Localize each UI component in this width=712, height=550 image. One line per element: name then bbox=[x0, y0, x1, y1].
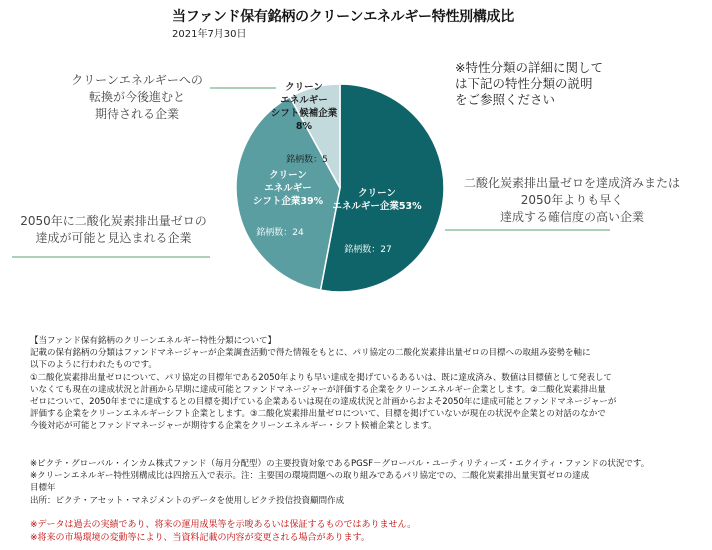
annotation-line: 期待される企業 bbox=[94, 107, 179, 121]
annotation-line: クリーンエネルギーへの bbox=[71, 73, 203, 87]
footnotes bbox=[30, 458, 690, 507]
explanation-line: 今後対応が可能とファンドマネージャーが期待する企業をクリーンエネルギー・シフト候補企業とします。 bbox=[30, 421, 437, 432]
classification-explanation bbox=[30, 335, 690, 433]
pie-chart bbox=[230, 78, 450, 298]
disclaimer-line: ※将来の市場環境の変動等により、当資料記載の内容が変更される場合があります。 bbox=[30, 533, 370, 543]
slice-count-clean-energy: 銘柄数：27 bbox=[344, 245, 392, 255]
annotation-top-left bbox=[62, 72, 212, 123]
slice-label-shift-candidate: クリーンエネルギーシフト候補企業 8% bbox=[270, 82, 338, 132]
annotation-line: 達成が可能と見込まれる企業 bbox=[35, 231, 192, 245]
footnote-line: 目標年 bbox=[30, 483, 56, 494]
annotation-line: 転換が今後進むと bbox=[88, 90, 185, 104]
explanation-line: 以下のように行われたものです。 bbox=[30, 360, 157, 371]
annotation-line: ※特性分類の詳細に関して bbox=[455, 60, 603, 75]
slice-count-shift: 銘柄数：24 bbox=[256, 228, 304, 238]
chart-date: 2021年7月30日 bbox=[172, 29, 247, 40]
slice-label-clean-energy: クリーンエネルギー企業53% bbox=[332, 188, 422, 212]
annotation-line: 二酸化炭素排出量ゼロを達成済みまたは bbox=[463, 176, 680, 190]
explanation-line: いなくても現在の達成状況と計画から早期に達成可能とファンドマネージャーが評価する企業をクリーンエネルギー企業とします。②二酸化炭素排出量 bbox=[30, 384, 606, 395]
annotation-line: 達成する確信度の高い企業 bbox=[499, 210, 644, 224]
annotation-left bbox=[6, 213, 221, 247]
annotation-line: をご参照ください bbox=[455, 92, 556, 107]
explanation-line: ①二酸化炭素排出量ゼロについて、パリ協定の目標年である2050年よりも早い達成を掲げているあるいは、既に達成済み、数値は目標値として発表して bbox=[30, 372, 612, 383]
explanation-line: ゼロについて、2050年までに達成するとの目標を掲げている企業あるいは現在の達成状況と計画からおよそ2050年に達成可能とファンドマネージャーが bbox=[30, 397, 617, 408]
chart-title: 当ファンド保有銘柄のクリーンエネルギー特性別構成比 bbox=[172, 9, 514, 25]
annotation-line: は下記の特性分類の説明 bbox=[455, 76, 593, 91]
footnote-line: ※ピクテ・グローバル・インカム株式ファンド（毎月分配型）の主要投資対象であるPGSF－グローバル・ユーティリティーズ・エクイティ・ファンドの状況です。 bbox=[30, 459, 650, 469]
explanation-line: 記載の保有銘柄の分類はファンドマネージャーが企業調査活動で得た情報をもとに、パリ協定の二酸化炭素排出量ゼロの目標への取組み姿勢を軸に bbox=[30, 348, 591, 359]
annotation-right bbox=[442, 175, 702, 226]
slice-label-shift: クリーンエネルギーシフト企業39% bbox=[252, 170, 324, 207]
annotation-line: 2050年よりも早く bbox=[520, 193, 624, 207]
explanation-line: 評価する企業をクリーンエネルギーシフト企業とします。③二酸化炭素排出量ゼロについて、目標を掲げていないが現在の状況や企業との対話のなかで bbox=[30, 409, 606, 420]
footnote-line: ※クリーンエネルギー特性別構成比は四捨五入で表示。注：主要国の環境問題への取り組みであるパリ協定での、二酸化炭素排出量実質ゼロの達成 bbox=[30, 471, 590, 482]
disclaimer-line: ※データは過去の実績であり、将来の運用成果等を示唆あるいは保証するものではありません。 bbox=[30, 520, 417, 530]
annotation-line: 2050年に二酸化炭素排出量ゼロの bbox=[20, 214, 207, 228]
slice-count-shift-candidate: 銘柄数：5 bbox=[286, 155, 328, 165]
footnote-line: 出所：ピクテ・アセット・マネジメントのデータを使用しピクテ投信投資顧問作成 bbox=[30, 495, 345, 506]
explanation-heading: 【当ファンド保有銘柄のクリーンエネルギー特性分類について】 bbox=[30, 336, 276, 346]
disclaimers bbox=[30, 519, 416, 545]
annotation-top-right bbox=[455, 60, 603, 108]
